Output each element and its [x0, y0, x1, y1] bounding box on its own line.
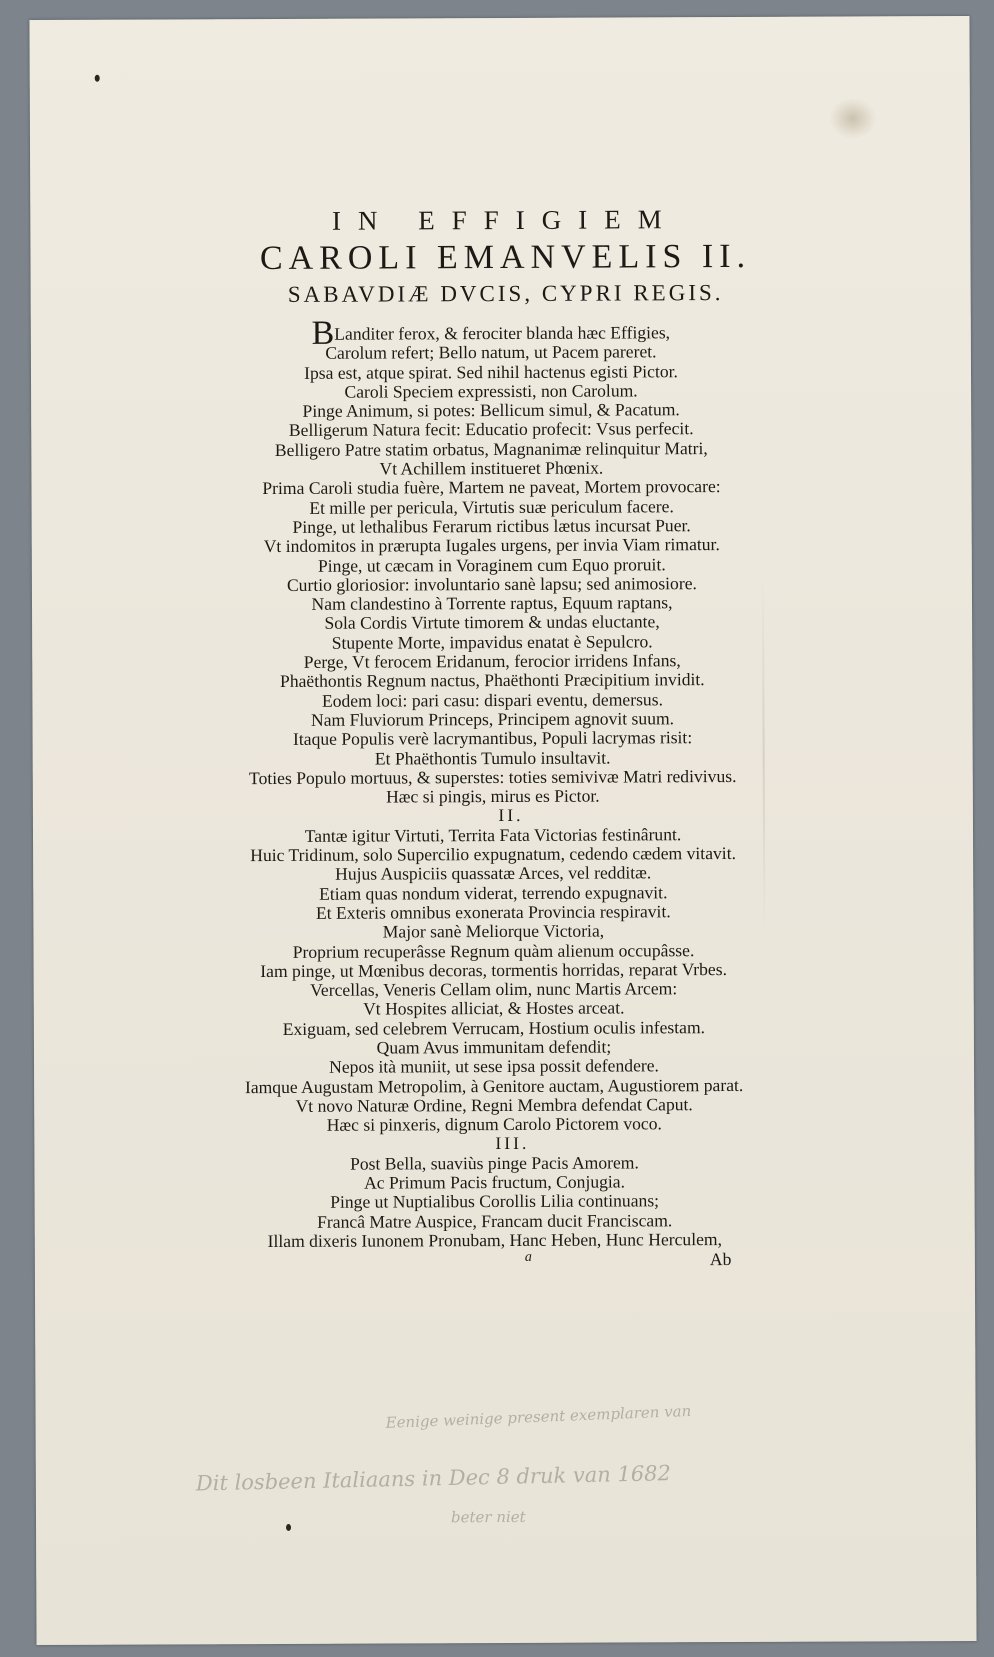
section-number-3: III.	[495, 1133, 530, 1154]
verse-line: Vt indomitos in prærupta Iugales urgens, per invia Viam rimatur.	[263, 534, 720, 557]
verse-line: Pinge ut Nuptialibus Corollis Lilia continuans;	[330, 1190, 660, 1213]
verse-line: Tantæ igitur Virtuti, Territa Fata Victorias festinârunt.	[304, 823, 682, 846]
title-line-2: CAROLI EMANVELIS II.	[259, 237, 752, 278]
verse-line: Pinge Animum, si potes: Bellicum simul, & Pacatum.	[302, 399, 680, 422]
verse-line: Nam Fluviorum Princeps, Principem agnovit suum.	[310, 708, 675, 730]
verse-line: Ipsa est, atque spirat. Sed nihil hactenus egisti Pictor.	[304, 360, 678, 383]
verse-line: Post Bella, suaviùs pinge Pacis Amorem.	[350, 1152, 639, 1174]
stanza-2	[103, 824, 884, 1136]
verse-line: Major sanè Meliorque Victoria,	[382, 920, 605, 942]
verse-line: Proprium recuperâsse Regnum quàm alienum occupâsse.	[292, 939, 695, 962]
title-line-1: IN EFFIGIEM	[331, 204, 679, 236]
handwritten-note-3: beter niet	[450, 1507, 526, 1527]
verse-line: Prima Caroli studia fuère, Martem ne paveat, Mortem provocare:	[262, 476, 721, 499]
drop-cap: B	[311, 314, 335, 352]
verse-line: Francâ Matre Auspice, Francam ducit Franciscam.	[317, 1209, 673, 1232]
verse-line: Hæc si pinxeris, dignum Carolo Pictorem voco.	[326, 1113, 662, 1135]
verse-line: Toties Populo mortuus, & superstes: toties semivivæ Matri redivivus.	[248, 765, 737, 788]
verse-line: Perge, Vt ferocem Eridanum, ferocior irridens Infans,	[303, 650, 681, 672]
title-line-3: SABAVDIÆ DVCIS, CYPRI REGIS.	[287, 280, 724, 307]
verse-line: Vt novo Naturæ Ordine, Regni Membra defendat Caput.	[295, 1094, 693, 1116]
verse-line: Belligero Patre statim orbatus, Magnanimæ relinquitur Matri,	[274, 437, 708, 460]
verse-line: Et Exteris omnibus exonerata Provincia respiravit.	[315, 901, 671, 923]
verse-line: Eodem loci: pari casu: dispari eventu, demersus.	[321, 688, 663, 711]
signature-mark: a	[524, 1250, 532, 1266]
verse-line: Exiguam, sed celebrem Verrucam, Hostium oculis infestam.	[282, 1016, 706, 1039]
verse-line: Belligerum Natura fecit: Educatio profecit: Vsus perfecit.	[288, 418, 694, 441]
verse-line: Itaque Populis verè lacrymantibus, Populi lacrymas risit:	[292, 727, 693, 750]
verse-line: Quam Avus immunitam defendit;	[376, 1036, 612, 1058]
verse-line: Illam dixeris Iunonem Pronubam, Hanc Heben, Hunc Herculem,	[267, 1229, 723, 1251]
verse-line: Iamque Augustam Metropolim, à Genitore auctam, Augustiorem parat.	[244, 1074, 744, 1097]
verse-line: Hujus Auspiciis quassatæ Arces, vel redditæ.	[335, 862, 652, 885]
verse-line: Vt Hospites alliciat, & Hostes arceat.	[363, 997, 625, 1020]
verse-line: Hæc si pingis, mirus es Pictor.	[386, 785, 600, 807]
verse-line: Carolum refert; Bello natum, ut Pacem pareret.	[325, 341, 657, 364]
paper-stain	[830, 98, 876, 138]
handwritten-note-2: Dit losbeen Italiaans in Dec 8 druk van 1682	[195, 1461, 672, 1496]
page-footer-marks	[105, 1249, 885, 1274]
verse-line: Pinge, ut lethalibus Ferarum rictibus lætus incursat Puer.	[292, 515, 691, 537]
verse-line: Nam clandestino à Torrente raptus, Equum raptans,	[311, 592, 673, 614]
verse-line: Pinge, ut cæcam in Voraginem cum Equo proruit.	[317, 553, 666, 576]
verse-line: Vercellas, Veneris Cellam olim, nunc Martis Arcem:	[310, 978, 678, 1000]
verse-line: Phaëthontis Regnum nactus, Phaëthonti Præcipitium invidit.	[279, 669, 705, 692]
verse-line: Huic Tridinum, solo Supercilio expugnatum, cedendo cædem vitavit.	[250, 842, 737, 866]
verse-line: Etiam quas nondum viderat, terrendo expugnavit.	[319, 881, 668, 904]
verse-line: Caroli Speciem expressisti, non Carolum.	[344, 380, 638, 402]
verse-line: Et Phaëthontis Tumulo insultavit.	[374, 747, 611, 769]
verse-line: BLanditer ferox, & ferociter blanda hæc Effigies,	[311, 314, 671, 352]
paper-sheet	[29, 16, 976, 1645]
verse-line: Stupente Morte, impavidus enatat è Sepulcro.	[331, 631, 653, 653]
ink-dot	[95, 75, 100, 82]
printed-text	[100, 201, 885, 1274]
verse-line: Sola Cordis Virtute timorem & undas eluctante,	[324, 611, 660, 634]
verse-line: Nepos ità muniit, ut sese ipsa possit defendere.	[329, 1055, 659, 1078]
verse-line: Vt Achillem institueret Phœnix.	[379, 457, 604, 479]
stanza-3	[104, 1152, 884, 1252]
catchword: Ab	[709, 1249, 732, 1270]
verse-line: Iam pinge, ut Mœnibus decoras, tormentis horridas, reparat Vrbes.	[260, 958, 727, 981]
ink-dot	[286, 1524, 291, 1531]
handwritten-note-1: Eenige weinige present exemplaren van	[385, 1401, 692, 1432]
verse-line: Et mille per pericula, Virtutis suæ periculum facere.	[309, 495, 674, 518]
section-number-2: II.	[498, 805, 524, 826]
verse-line: Curtio gloriosior: involuntario sanè lapsu; sed animosiore.	[286, 573, 697, 595]
verse-line: Ac Primum Pacis fructum, Conjugia.	[364, 1171, 626, 1193]
stanza-1	[101, 314, 883, 808]
